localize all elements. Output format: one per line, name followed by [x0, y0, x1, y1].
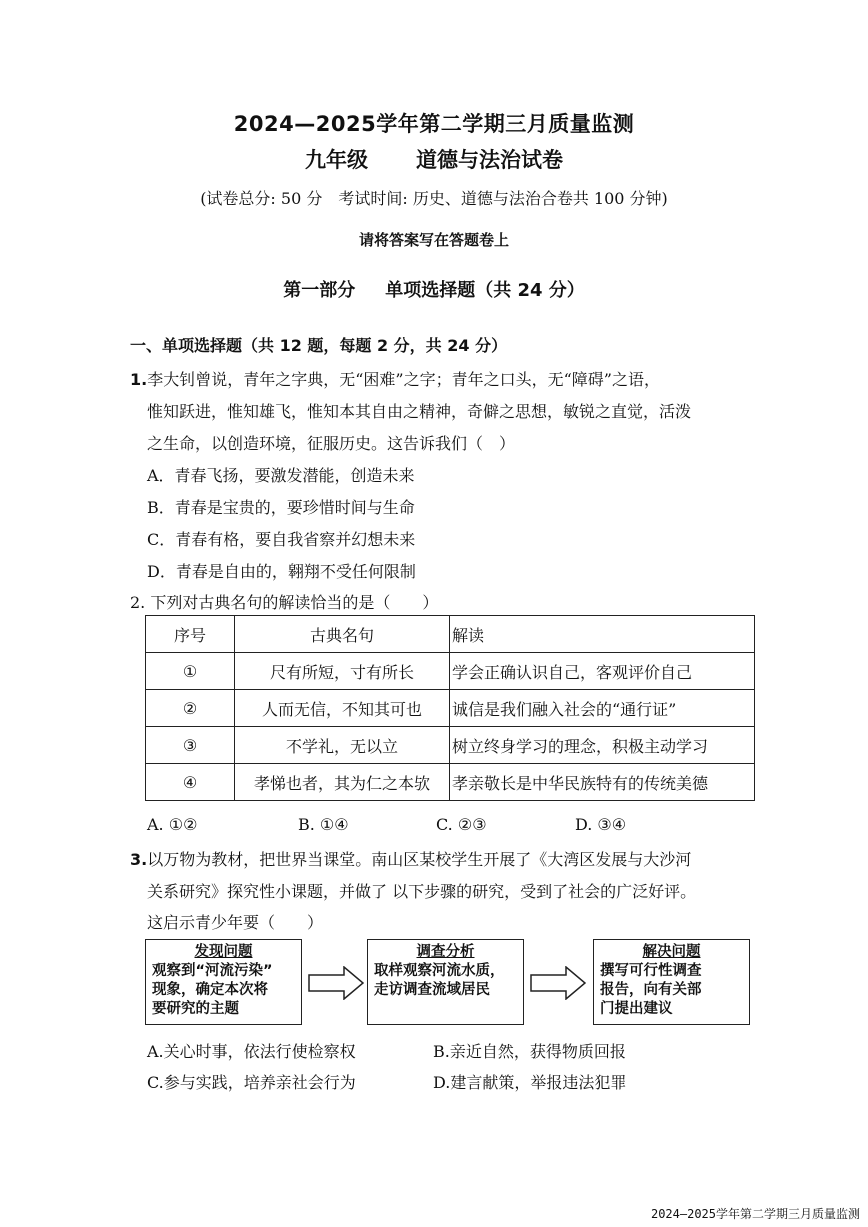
page-footer: 2024—2025学年第二学期三月质量监测: [650, 1207, 860, 1221]
flow-step-discover: [145, 939, 302, 1025]
q3-option-b: B.亲近自然，获得物质回报: [433, 1042, 626, 1061]
part-title: 单项选择题（共 24 分）: [385, 280, 585, 301]
part-heading: [0, 276, 868, 302]
flow-step-analyze: [367, 939, 524, 1025]
exam-subtitle: [0, 144, 868, 174]
q1-line-1: [130, 367, 660, 390]
flow-step-text: 门提出建议: [600, 1001, 673, 1017]
flow-step-text: 要研究的主题: [152, 1001, 239, 1017]
q1-text-1: 李大钊曾说，青年之字典，无“困难”之字；青年之口头，无“障碍”之语，: [147, 370, 660, 389]
subject-label: 道德与法治试卷: [416, 148, 563, 172]
flow-step-head: 发现问题: [194, 944, 253, 960]
table-row: [146, 764, 755, 801]
q3-option-c: C.参与实践，培养亲社会行为: [147, 1073, 356, 1092]
table-header-row: [146, 616, 755, 653]
q1-line-3: 之生命，以创造环境，征服历史。这告诉我们（ ）: [147, 434, 516, 453]
table-cell: 学会正确认识自己，客观评价自己: [450, 653, 755, 690]
table-cell: 诚信是我们融入社会的“通行证”: [450, 690, 755, 727]
table-cell: ④: [146, 764, 235, 801]
grade-label: 九年级: [305, 148, 368, 172]
table-cell: 树立终身学习的理念，积极主动学习: [450, 727, 755, 764]
flow-step-text: 走访调查流域居民: [374, 982, 490, 998]
flow-step-head: 调查分析: [416, 944, 475, 960]
flow-step-text: 取样观察河流水质，: [374, 963, 505, 979]
q1-number: 1.: [130, 370, 148, 389]
table-cell: 不学礼，无以立: [235, 727, 450, 764]
q2-option-b: B. ①④: [298, 815, 349, 834]
flow-step-text: 现象，确定本次将: [152, 982, 268, 998]
flow-arrow-icon: [308, 966, 364, 1000]
q1-option-d: D．青春是自由的，翱翔不受任何限制: [147, 562, 416, 581]
flow-step-text: 观察到“河流污染”: [152, 963, 273, 979]
table-header-cell: 序号: [146, 616, 235, 653]
section-heading: 一、单项选择题（共 12 题，每题 2 分，共 24 分）: [130, 336, 508, 355]
table-row: [146, 653, 755, 690]
flow-step-solve: [593, 939, 750, 1025]
q1-line-2: 惟知跃进，惟知雄飞，惟知本其自由之精神，奇僻之思想，敏锐之直觉，活泼: [147, 402, 692, 421]
q2-option-a: A. ①②: [147, 815, 198, 834]
exam-title: 2024—2025学年第二学期三月质量监测: [233, 112, 635, 136]
table-cell: 孝亲敬长是中华民族特有的传统美德: [450, 764, 755, 801]
q1-option-b: B．青春是宝贵的，要珍惜时间与生命: [147, 498, 415, 517]
q3-line-1: [130, 847, 691, 870]
q2-stem: 2. 下列对古典名句的解读恰当的是（ ）: [130, 593, 439, 612]
table-cell: ③: [146, 727, 235, 764]
q3-line-3: 这启示青少年要（ ）: [147, 913, 324, 932]
flow-step-text: 报告，向有关部: [600, 982, 702, 998]
table-cell: 人而无信，不知其可也: [235, 690, 450, 727]
table-cell: 尺有所短，寸有所长: [235, 653, 450, 690]
table-row: [146, 727, 755, 764]
part-label: 第一部分: [283, 280, 356, 301]
q1-option-a: A．青春飞扬，要激发潜能，创造未来: [147, 466, 415, 485]
q3-line-2: 关系研究》探究性小课题，并做了 以下步骤的研究，受到了社会的广泛好评。: [147, 882, 697, 901]
q2-option-c: C. ②③: [436, 815, 487, 834]
q3-number: 3.: [130, 850, 148, 869]
flow-step-text: 撰写可行性调查: [600, 963, 702, 979]
table-header-cell: 解读: [450, 616, 755, 653]
table-row: [146, 690, 755, 727]
flow-step-head: 解决问题: [642, 944, 701, 960]
table-cell: ①: [146, 653, 235, 690]
q2-option-d: D. ③④: [575, 815, 627, 834]
q3-option-a: A.关心时事，依法行使检察权: [147, 1042, 356, 1061]
q3-option-d: D.建言献策，举报违法犯罪: [433, 1073, 627, 1092]
q3-text-1: 以万物为教材，把世界当课堂。南山区某校学生开展了《大湾区发展与大沙河: [147, 850, 692, 869]
q2-table: [145, 615, 755, 801]
table-header-cell: 古典名句: [235, 616, 450, 653]
answer-note: 请将答案写在答题卷上: [358, 231, 509, 249]
table-cell: 孝悌也者，其为仁之本欤: [235, 764, 450, 801]
flow-arrow-icon: [530, 966, 586, 1000]
exam-info: (试卷总分: 50 分 考试时间: 历史、道德与法治合卷共 100 分钟): [200, 189, 668, 208]
table-cell: ②: [146, 690, 235, 727]
q1-option-c: C．青春有格，要自我省察并幻想未来: [147, 530, 416, 549]
